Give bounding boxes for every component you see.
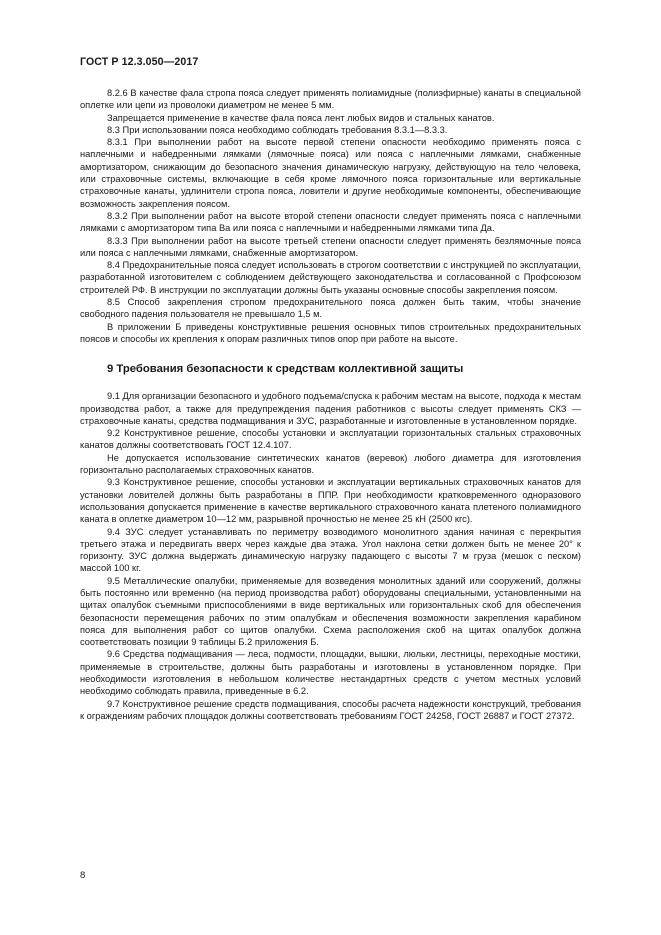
paragraph-9-4: 9.4 ЗУС следует устанавливать по периметру возводимого монолитного здания начиная с перекрытия третьего этажа и передвигать вверх через каждые два этажа. Угол наклона сетки должен быть не менее 20° к горизонту. ЗУС должна выдержать динамическую нагрузку падающего с высоты 7 м груза (мешок с песком) массой 100 кг. [80,526,581,574]
paragraph-8-2-6: 8.2.6 В качестве фала стропа пояса следует применять полиамидные (полиэфирные) канаты в специальной оплетке или цепи из проволоки диаметром не менее 5 мм. [80,88,581,111]
paragraph-9-3: 9.3 Конструктивное решение, способы установки и эксплуатации вертикальных страховочных канатов для установки ловителей должны быть разработаны в ППР. При необходимости кратковременного одноразового использования допускается применение в качестве вертикального страховочного каната плетеного полиамидного каната в оплетке диаметром 10—12 мм, разрывной прочностью не менее 25 кН (2500 кгс). [80,477,581,525]
paragraph-9-2: 9.2 Конструктивное решение, способы установки и эксплуатации горизонтальных стальных страховочных канатов должны соответствовать ГОСТ 12.4.107. [80,428,581,451]
paragraph-8-4: 8.4 Предохранительные пояса следует использовать в строгом соответствии с инструкцией по эксплуатации, разработанной изготовителем с соблюдением действующего законодательства и согласованной с Профсоюзом строителей РФ. В инструкции по эксплуатации должны быть указаны основные способы закрепления поясом. [80,260,581,295]
paragraph-9-2-note: Не допускается использование синтетических канатов (веревок) любого диаметра для изготовления горизонтально располагаемых страховочных канатов. [80,452,581,476]
document-header: ГОСТ Р 12.3.050—2017 [80,56,199,68]
paragraph-9-5: 9.5 Металлические опалубки, применяемые для возведения монолитных зданий или сооружений, должны быть постоянно или временно (на период производства работ) оборудованы специальными, установленными на щитах опалубок съемными приспособлениями в виде вертикальных или горизонтальных скоб для обеспечения безопасности перемещения рабочих по этим опалубкам и обеспечения возможности закрепления карабином пояса для выполнения работ со щитов опалубки. Схема расположения скоб на щитах опалубок должна соответствовать позиции 9 таблицы Б.2 приложения Б. [80,575,581,648]
paragraph-appendix-b-note: В приложении Б приведены конструктивные решения основных типов строительных предохранительных поясов и способы их крепления к опорам различных типов опор при работе на высоте. [80,321,581,344]
section-8 [80,87,581,345]
paragraph-9-7: 9.7 Конструктивное решение средств подмащивания, способы расчета надежности конструкций, требования к ограждениям рабочих площадок должны соответствовать требованиям ГОСТ 24258, ГОСТ 26887 и ГОСТ 27372. [80,698,581,721]
paragraph-9-1: 9.1 Для организации безопасного и удобного подъема/спуска к рабочим местам на высоте, подхода к местам производства работ, а также для предупреждения падения работников с высоты следует применять СКЗ — страховочные канаты, средства подмащивания и ЗУС, разработанные и изготовленные в установленном порядке. [80,391,581,426]
section-9-heading: 9 Требования безопасности к средствам коллективной защиты [107,363,464,376]
paragraph-8-3: 8.3 При использовании пояса необходимо соблюдать требования 8.3.1—8.3.3. [107,124,448,135]
paragraph-8-5: 8.5 Способ закрепления стропом предохранительного пояса должен быть таким, чтобы значение свободного падения пользователя не превышало 1,5 м. [80,297,581,320]
paragraph-9-6: 9.6 Средства подмащивания — леса, подмости, площадки, вышки, люльки, лестницы, переходные мостики, применяемые в строительстве, должны быть разработаны и изготовлены в установленном порядке. При необходимости изготовления в небольшом количестве нестандартных средств с учетом местных условий необходимо соблюдать правила, приведенные в 6.2. [80,649,581,697]
paragraph-8-3-1: 8.3.1 При выполнении работ на высоте первой степени опасности необходимо применять пояса с наплечными и набедренными лямками (лямочные пояса) или пояса с наплечными лямками, снабженные амортизатором, снижающим до безопасного значения динамическую нагрузку, действующую на тело человека, или страховочные системы, включающие в себя кроме лямочного пояса горизонтальные или вертикальные страховочные канаты, удлинители стропа пояса, ловители и другие необходимые компоненты, обеспечивающие возможность закрепления поясом. [80,137,581,209]
page-number: 8 [80,870,86,881]
paragraph-8-3-2: 8.3.2 При выполнении работ на высоте второй степени опасности следует применять пояса с наплечными лямками с амортизатором типа Ва или пояса с наплечными и набедренными лямками типа Да. [80,210,581,234]
page-body [80,87,581,722]
paragraph-8-3-3: 8.3.3 При выполнении работ на высоте третьей степени опасности следует применять безлямочные пояса или пояса с наплечными лямками, снабженные амортизатором. [80,235,581,258]
paragraph-8-2-6-note: Запрещается применение в качестве фала пояса лент любых видов и стальных канатов. [107,112,495,123]
section-9 [80,390,581,722]
